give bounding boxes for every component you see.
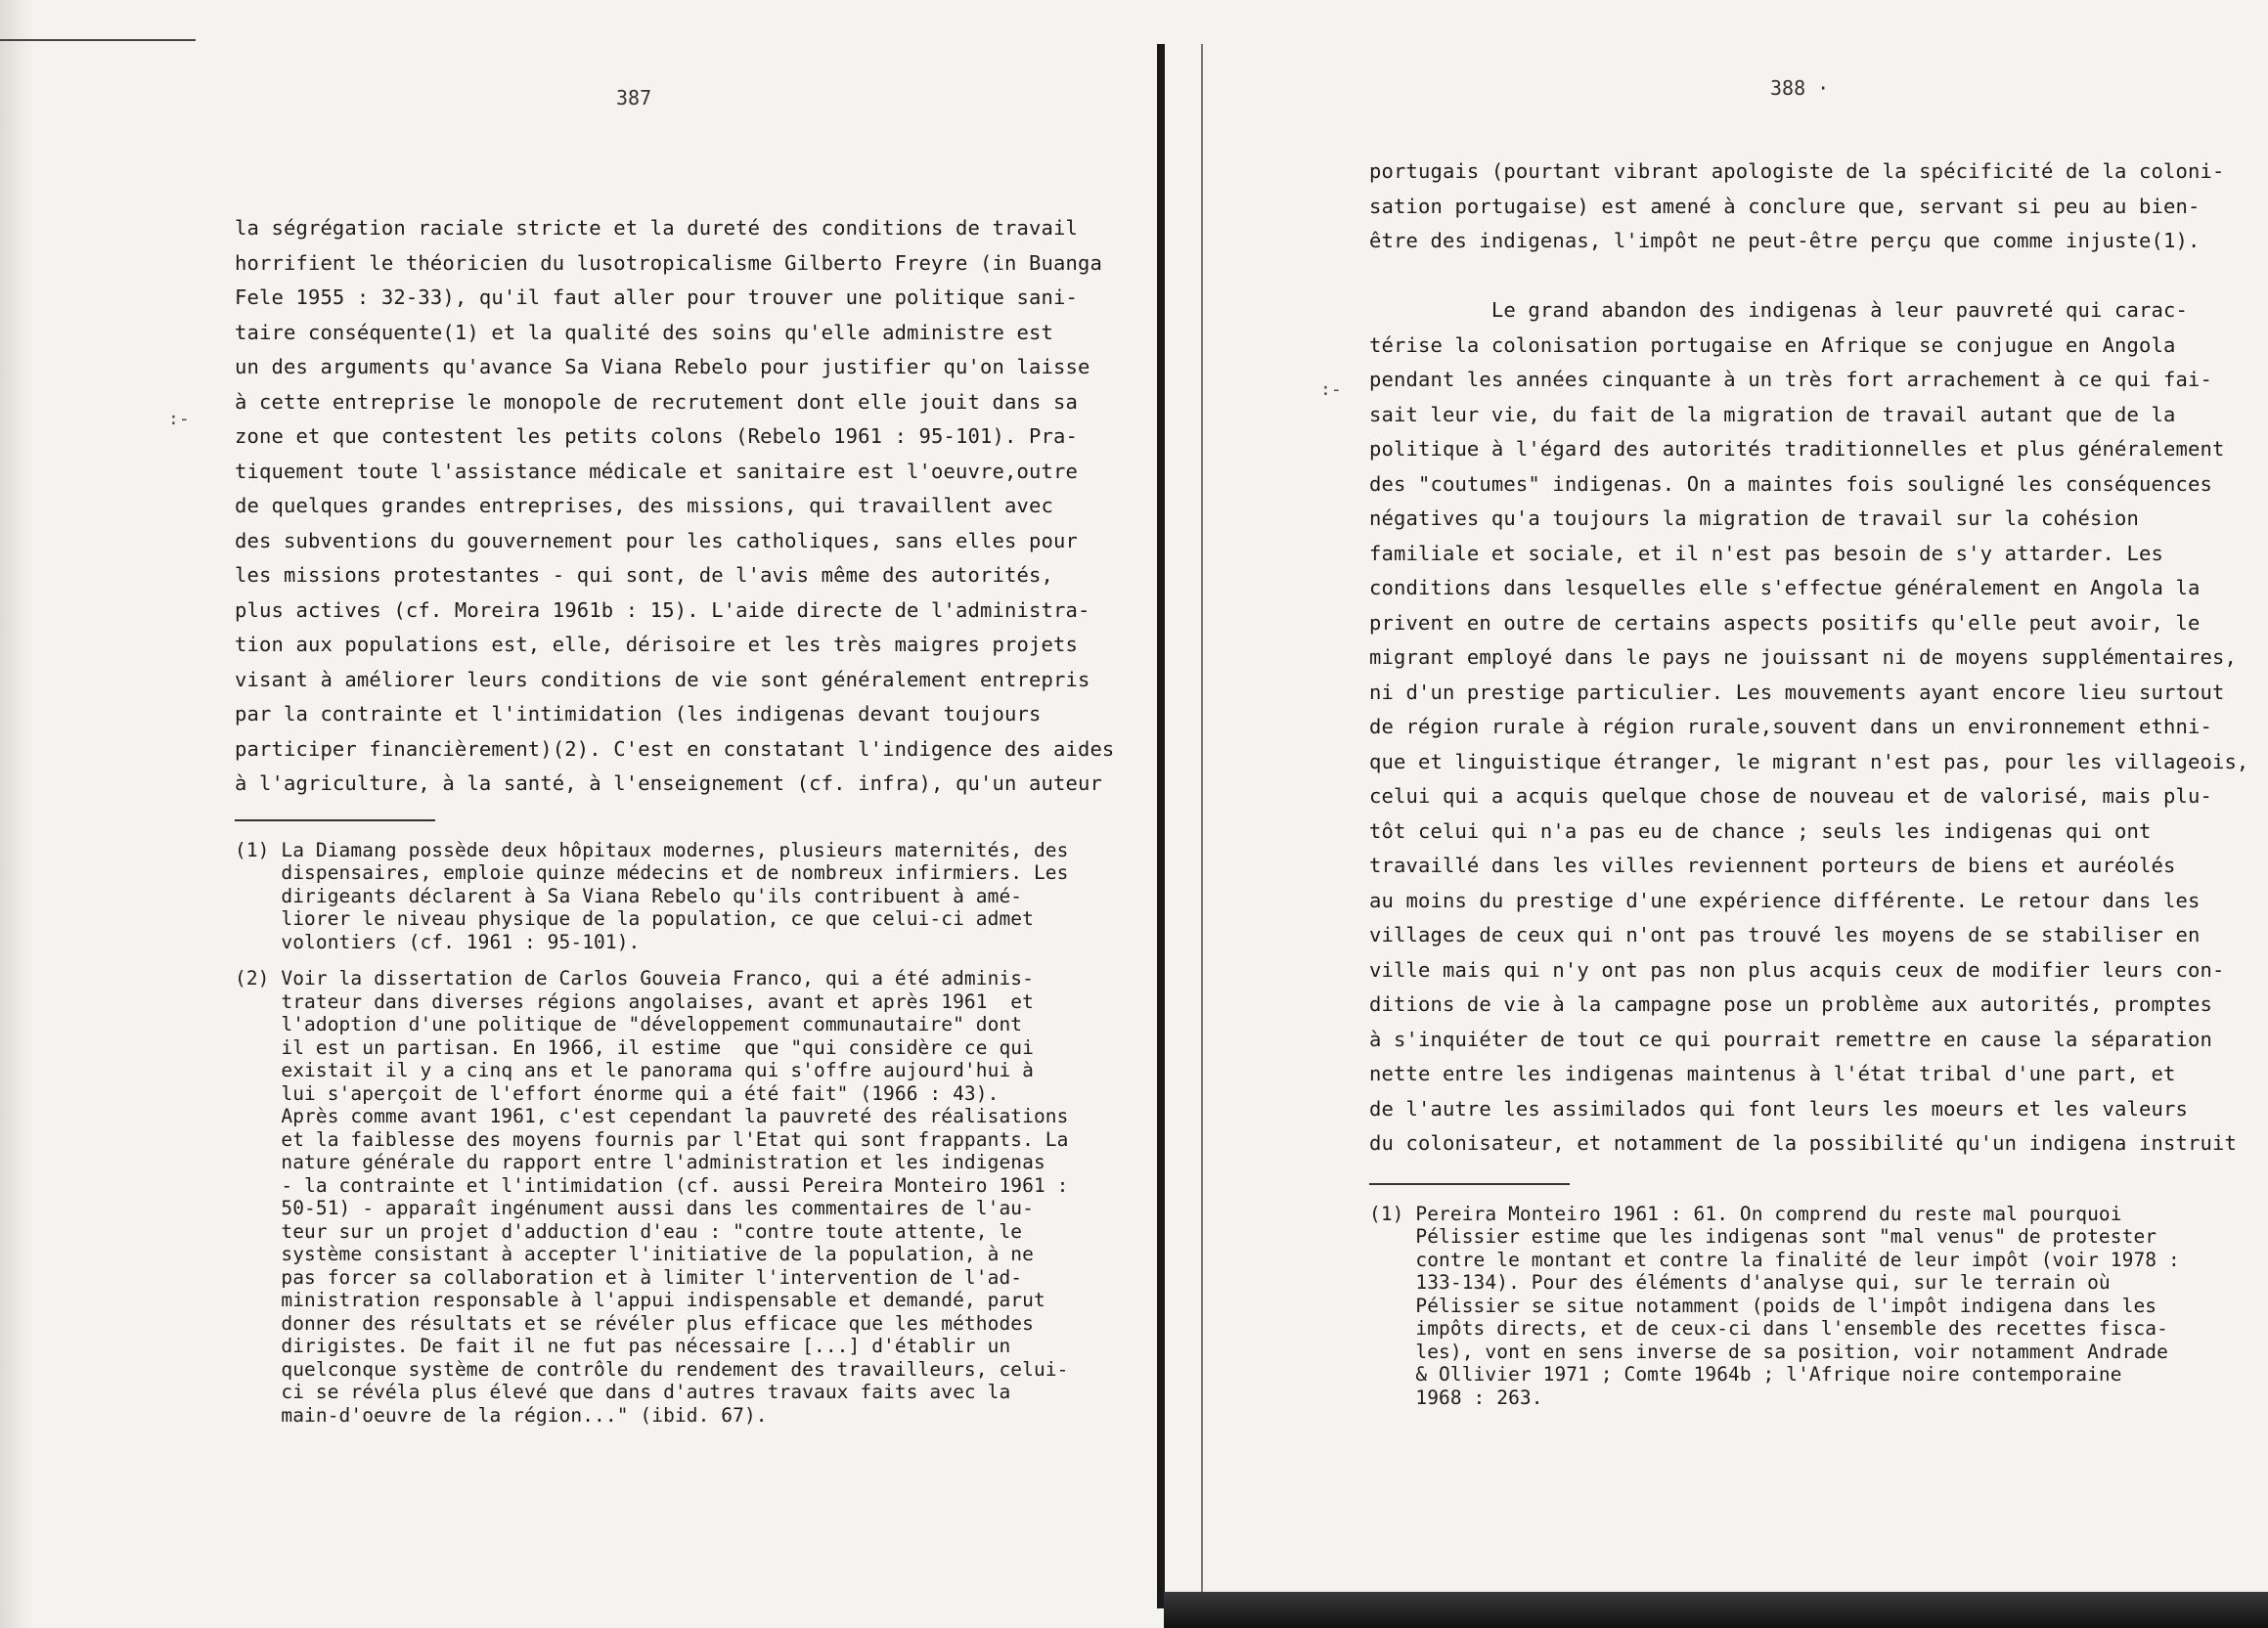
body-text-line: participer financièrement)(2). C'est en constatant l'indigence des aides [235, 736, 1115, 761]
body-text-line: plus actives (cf. Moreira 1961b : 15). L'aide directe de l'administra- [235, 597, 1090, 622]
body-text-line: les missions protestantes - qui sont, de l'avis même des autorités, [235, 563, 1053, 587]
body-text-line: ditions de vie à la campagne pose un problème aux autorités, promptes [1369, 992, 2212, 1016]
body-text-line: celui qui a acquis quelque chose de nouveau et de valorisé, mais plu- [1369, 784, 2212, 808]
body-text-line: à l'agriculture, à la santé, à l'enseignement (cf. infra), qu'un auteur [235, 771, 1102, 795]
footnote-line: lui s'aperçoit de l'effort énorme qui a été fait" (1966 : 43). [235, 1081, 1000, 1105]
footnote-line: les), vont en sens inverse de sa position, voir notamment Andrade [1369, 1340, 2168, 1363]
footnote-line: contre le montant et contre la finalité de leur impôt (voir 1978 : [1369, 1248, 2180, 1271]
footnote-line: 133-134). Pour des éléments d'analyse qui, sur le terrain où [1369, 1271, 2111, 1294]
body-text-line: zone et que contestent les petits colons (Rebelo 1961 : 95-101). Pra- [235, 424, 1078, 448]
body-text-line: tôt celui qui n'a pas eu de chance ; seuls les indigenas qui ont [1369, 818, 2152, 843]
footnote-line: l'adoption d'une politique de "développement communautaire" dont [235, 1013, 1023, 1035]
body-text-line: taire conséquente(1) et la qualité des soins qu'elle administre est [235, 320, 1053, 344]
footnote-line: donner des résultats et se révéler plus efficace que les méthodes [235, 1311, 1034, 1335]
body-text-line: travaillé dans les villes reviennent porteurs de biens et auréolés [1369, 854, 2176, 877]
margin-mark-right: :- [1320, 379, 1342, 400]
body-text-line: un des arguments qu'avance Sa Viana Rebelo pour justifier qu'on laisse [235, 355, 1090, 378]
body-text-line: Fele 1955 : 32-33), qu'il faut aller pour trouver une politique sani- [235, 286, 1078, 309]
right-page-number: 388 · [1770, 76, 1830, 100]
footnote-line: impôts directs, et de ceux-ci dans l'ensemble des recettes fisca- [1369, 1317, 2168, 1340]
footnote-line: système consistant à accepter l'initiative de la population, à ne [235, 1243, 1034, 1265]
body-text-line: la ségrégation raciale stricte et la dureté des conditions de travail [235, 216, 1078, 240]
footnote-line: il est un partisan. En 1966, il estime que "qui considère ce qui [235, 1035, 1034, 1059]
body-text-line: familiale et sociale, et il n'est pas besoin de s'y attarder. Les [1369, 541, 2163, 565]
footnote-line: volontiers (cf. 1961 : 95-101). [235, 930, 641, 953]
footnote [1369, 1203, 2210, 1410]
body-text-line: villages de ceux qui n'ont pas trouvé les moyens de se stabiliser en [1369, 923, 2201, 946]
footnote-line: ci se révéla plus élevé que dans d'autres travaux faits avec la [235, 1381, 1011, 1403]
footnote-line: pas forcer sa collaboration et à limiter l'intervention de l'ad- [235, 1265, 1023, 1289]
body-text-line: de région rurale à région rurale,souvent dans un environnement ethni- [1369, 715, 2212, 738]
footnote-line: trateur dans diverses régions angolaises, avant et après 1961 et [235, 990, 1034, 1013]
body-text-line: au moins du prestige d'une expérience différente. Le retour dans les [1369, 888, 2201, 912]
footnote-line: teur sur un projet d'adduction d'eau : "contre toute attente, le [235, 1219, 1023, 1243]
footnote-line: 1968 : 263. [1369, 1386, 1543, 1409]
body-text-line: sait leur vie, du fait de la migration de travail autant que de la [1369, 402, 2176, 426]
body-text-line: à cette entreprise le monopole de recrutement dont elle jouit dans sa [235, 389, 1078, 414]
book-gutter-shadow [1157, 44, 1165, 1608]
footnote-line: (1) Pereira Monteiro 1961 : 61. On comprend du reste mal pourquoi [1369, 1202, 2122, 1225]
scan-left-edge [0, 0, 35, 1628]
right-page [1369, 68, 2249, 1423]
body-text-line: tion aux populations est, elle, dérisoire et les très maigres projets [235, 633, 1078, 656]
footnote-line: nature générale du rapport entre l'administration et les indigenas [235, 1151, 1045, 1173]
body-text-line: que et linguistique étranger, le migrant n'est pas, pour les villageois, [1369, 749, 2249, 773]
left-page-number: 387 [616, 86, 652, 110]
footnote-line: dispensaires, emploie quinze médecins et de nombreux infirmiers. Les [235, 861, 1069, 884]
body-text-line: conditions dans lesquelles elle s'effectue généralement en Angola la [1369, 576, 2201, 599]
footnote [235, 967, 1076, 1427]
left-page [235, 80, 1115, 1440]
footnote-line: Pélissier estime que les indigenas sont "mal venus" de protester [1369, 1225, 2157, 1248]
body-text-line: des subventions du gouvernement pour les catholiques, sans elles pour [235, 528, 1078, 552]
body-text-line: migrant employé dans le pays ne jouissant ni de moyens supplémentaires, [1369, 645, 2237, 669]
footnote-line: quelconque système de contrôle du rendement des travailleurs, celui- [235, 1357, 1069, 1381]
footnote-line: main-d'oeuvre de la région..." (ibid. 67). [235, 1403, 768, 1427]
body-text-line: négatives qu'a toujours la migration de travail sur la cohésion [1369, 506, 2139, 530]
scan-top-rule [0, 39, 196, 41]
body-text-line: Le grand abandon des indigenas à leur pauvreté qui carac- [1369, 298, 2188, 322]
footnote-line: & Ollivier 1971 ; Comte 1964b ; l'Afrique noire contemporaine [1369, 1363, 2122, 1386]
footnote-separator [235, 819, 435, 821]
body-text-line: ville mais qui n'y ont pas non plus acquis ceux de modifier leurs con- [1369, 957, 2225, 982]
footnote-line: - la contrainte et l'intimidation (cf. aussi Pereira Monteiro 1961 : [235, 1173, 1069, 1197]
footnote-line: existait il y a cinq ans et le panorama qui s'offre aujourd'hui à [235, 1059, 1034, 1081]
footnote-line: Après comme avant 1961, c'est cependant la pauvreté des réalisations [235, 1105, 1069, 1127]
footnote-line: (2) Voir la dissertation de Carlos Gouveia Franco, qui a été adminis- [235, 967, 1034, 990]
footnote-line: ministration responsable à l'appui indispensable et demandé, parut [235, 1289, 1045, 1311]
body-text-line: visant à améliorer leurs conditions de vie sont généralement entrepris [235, 667, 1090, 691]
footnote-line: Pélissier se situe notamment (poids de l'impôt indigena dans les [1369, 1294, 2157, 1317]
body-text-line: térise la colonisation portugaise en Afrique se conjugue en Angola [1369, 332, 2176, 357]
footnote-line: 50-51) - apparaît ingénument aussi dans les commentaires de l'au- [235, 1197, 1034, 1219]
body-text-line: de l'autre les assimilados qui font leurs les moeurs et les valeurs [1369, 1096, 2188, 1121]
body-text-line: horrifient le théoricien du lusotropicalisme Gilberto Freyre (in Buanga [235, 250, 1102, 275]
body-text-line: ni d'un prestige particulier. Les mouvements ayant encore lieu surtout [1369, 680, 2225, 704]
body-text-line: pendant les années cinquante à un très fort arrachement à ce qui fai- [1369, 368, 2212, 391]
margin-mark-left: :- [168, 409, 190, 429]
body-text-line: tiquement toute l'assistance médicale et sanitaire est l'oeuvre,outre [235, 459, 1078, 483]
footnote-separator [1369, 1183, 1570, 1185]
body-text-line: par la contrainte et l'intimidation (les indigenas devant toujours [235, 702, 1042, 726]
body-text-line: de quelques grandes entreprises, des missions, qui travaillent avec [235, 494, 1053, 517]
footnote-line: dirigeants déclarent à Sa Viana Rebelo qu'ils contribuent à amé- [235, 884, 1023, 907]
body-text-line: portugais (pourtant vibrant apologiste de la spécificité de la coloni- [1369, 159, 2225, 183]
scan-bottom-shadow [1164, 1592, 2268, 1628]
footnote-line: dirigistes. De fait il ne fut pas nécessaire [...] d'établir un [235, 1335, 1011, 1357]
right-page-body [1369, 154, 2249, 1162]
body-text-line: du colonisateur, et notamment de la possibilité qu'un indigena instruit [1369, 1131, 2237, 1155]
body-text-line: politique à l'égard des autorités traditionnelles et plus généralement [1369, 437, 2225, 461]
right-page-edge-line [1201, 44, 1203, 1599]
footnote-line: liorer le niveau physique de la population, ce que celui-ci admet [235, 907, 1034, 930]
left-page-footnotes [235, 839, 1076, 1428]
footnote-line: et la faiblesse des moyens fournis par l'Etat qui sont frappants. La [235, 1127, 1069, 1151]
right-page-footnotes [1369, 1203, 2210, 1410]
body-text-line: des "coutumes" indigenas. On a maintes fois souligné les conséquences [1369, 471, 2212, 496]
footnote-line: (1) La Diamang possède deux hôpitaux modernes, plusieurs maternités, des [235, 838, 1069, 861]
body-text-line: nette entre les indigenas maintenus à l'état tribal d'une part, et [1369, 1062, 2176, 1085]
body-text-line: privent en outre de certains aspects positifs qu'elle peut avoir, le [1369, 610, 2201, 635]
body-text-line [1369, 259, 2210, 294]
body-text-line: être des indigenas, l'impôt ne peut-être perçu que comme injuste(1). [1369, 229, 2201, 252]
footnote [235, 839, 1076, 954]
body-text-line: à s'inquiéter de tout ce qui pourrait remettre en cause la séparation [1369, 1027, 2212, 1051]
left-page-body [235, 211, 1115, 802]
body-text-line: sation portugaise) est amené à conclure que, servant si peu au bien- [1369, 194, 2201, 218]
